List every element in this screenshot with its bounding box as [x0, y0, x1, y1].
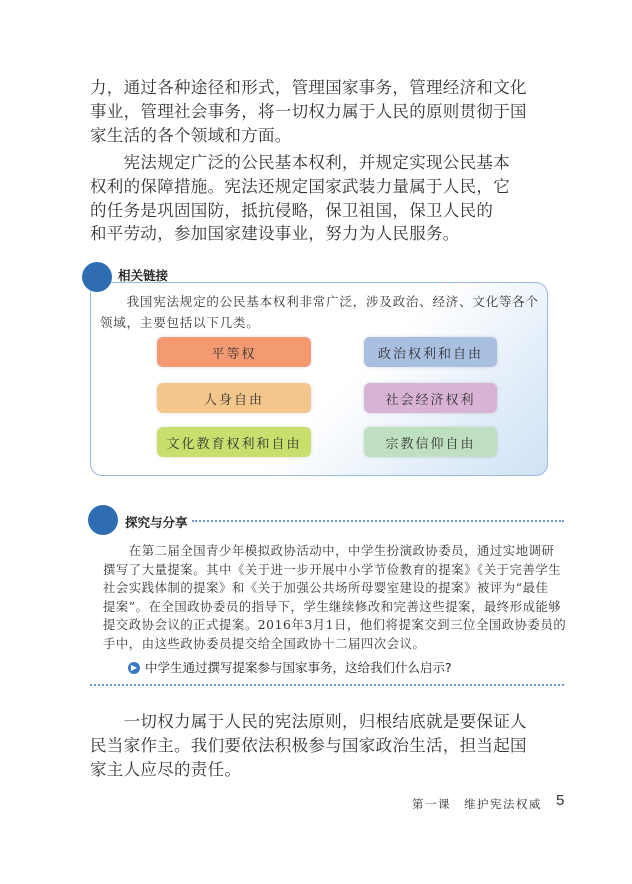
- explore-text: [103, 542, 567, 653]
- bullet-arrow-icon: ▶: [128, 662, 140, 674]
- text-line: 宪法规定广泛的公民基本权利，并规定实现公民基本: [90, 153, 510, 172]
- body-paragraph-2: [90, 151, 550, 246]
- network-icon: [82, 262, 112, 292]
- dotted-divider: [90, 684, 564, 686]
- text-line: 力，通过各种途径和形式，管理国家事务，管理经济和文化: [90, 78, 527, 97]
- explore-icon: [88, 505, 118, 535]
- related-link-text: 我国宪法规定的公民基本权利非常广泛，涉及政治、经济、文化等各个领域，主要包括以下几类。: [100, 294, 539, 330]
- explore-title: 探究与分享: [125, 515, 188, 530]
- chip-label: 社会经济权利: [385, 392, 476, 408]
- text-line: 提交政协会议的正式提案。2016年3月1日，他们将提案交到三位全国政协委员的: [103, 618, 567, 632]
- text-line: 在第二届全国青少年模拟政协活动中，中学生扮演政协委员，通过实地调研: [103, 544, 555, 558]
- category-equality: [157, 337, 311, 367]
- chip-label: 宗教信仰自由: [385, 436, 476, 452]
- chip-label: 政治权利和自由: [377, 346, 483, 362]
- body-paragraph-1: [90, 76, 550, 147]
- category-political-rights: [364, 337, 497, 367]
- explore-question: [128, 660, 452, 676]
- text-line: 家主人应尽的责任。: [90, 759, 242, 779]
- text-line: 手中，由这些政协委员提交给全国政协十二届四次会议。: [103, 636, 426, 651]
- category-religious-freedom: [364, 427, 497, 457]
- dotted-divider: [192, 520, 564, 522]
- text-line: 社会实践体制的提案》和《关于加强公共场所母婴室建设的提案》被评为“最佳: [103, 581, 549, 595]
- text-line: 撰写了大量提案。其中《关于进一步开展中小学节俭教育的提案》《关于完善学生: [103, 562, 562, 577]
- category-cultural-education-rights: [157, 427, 311, 457]
- chapter-footer: 第一课 维护宪法权威: [412, 797, 542, 811]
- chip-label: 文化教育权利和自由: [166, 436, 302, 452]
- text-line: 一切权力属于人民的宪法原则，归根结底就是要保证人: [90, 712, 527, 731]
- text-line: 家生活的各个领域和方面。: [90, 125, 292, 145]
- chip-label: 人身自由: [203, 392, 264, 408]
- text-line: 权利的保障措施。宪法还规定国家武装力量属于人民，它: [90, 176, 510, 196]
- text-line: 民当家作主。我们要依法积极参与国家政治生活，担当起国: [90, 735, 527, 755]
- question-text: 中学生通过撰写提案参与国家事务，这给我们什么启示?: [145, 660, 452, 675]
- text-line: 和平劳动，参加国家建设事业，努力为人民服务。: [90, 224, 460, 244]
- category-personal-freedom: [157, 383, 311, 413]
- chip-label: 平等权: [211, 346, 257, 362]
- body-paragraph-3: [90, 710, 550, 781]
- text-line: 的任务是巩固国防，抵抗侵略，保卫祖国，保卫人民的: [90, 200, 494, 220]
- category-socioeconomic-rights: [364, 383, 497, 413]
- page-number: 5: [556, 792, 565, 809]
- related-link-title: 相关链接: [118, 268, 169, 283]
- text-line: 事业，管理社会事务，将一切权力属于人民的原则贯彻于国: [90, 101, 527, 121]
- text-line: 提案”。在全国政协委员的指导下，学生继续修改和完善这些提案，最终形成能够: [103, 599, 562, 614]
